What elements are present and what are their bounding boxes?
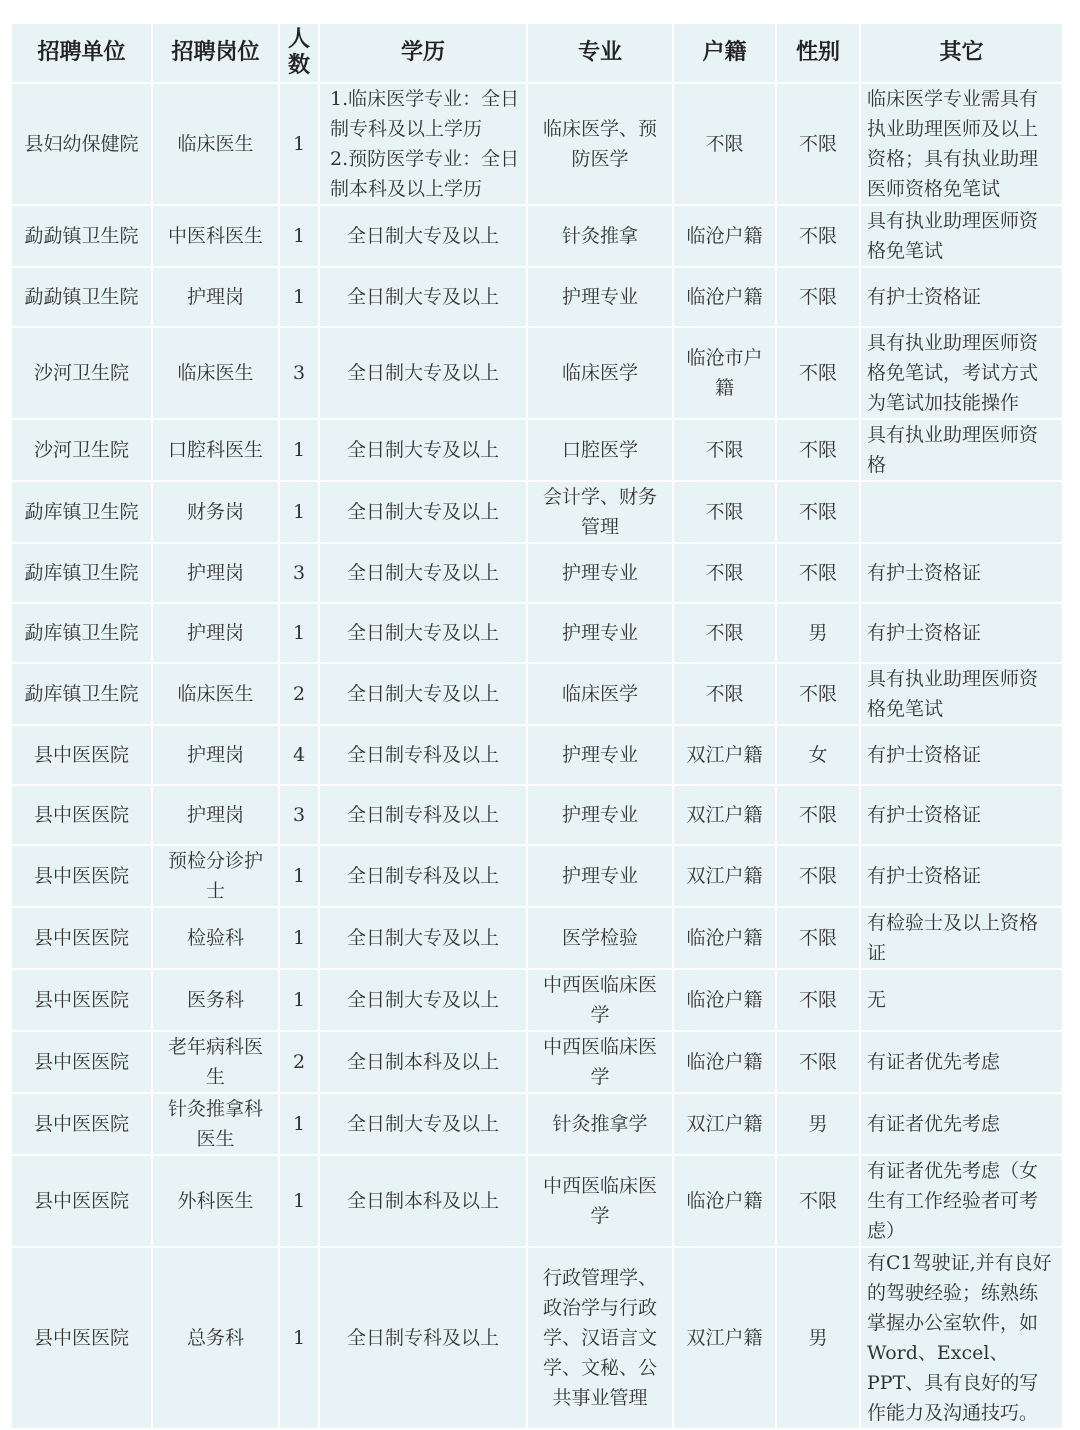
cell-unit: 县中医医院 bbox=[12, 1094, 153, 1156]
cell-position: 护理岗 bbox=[153, 726, 280, 786]
cell-other: 有护士资格证 bbox=[861, 786, 1064, 846]
cell-hukou: 临沧户籍 bbox=[674, 1032, 777, 1094]
table-row bbox=[12, 1032, 1064, 1094]
cell-hukou: 不限 bbox=[674, 420, 777, 482]
header-position: 招聘岗位 bbox=[153, 24, 280, 84]
cell-major: 针灸推拿学 bbox=[528, 1094, 674, 1156]
cell-major: 护理专业 bbox=[528, 846, 674, 908]
cell-count: 1 bbox=[280, 970, 320, 1032]
cell-hukou: 不限 bbox=[674, 604, 777, 664]
cell-hukou: 临沧户籍 bbox=[674, 908, 777, 970]
cell-position: 检验科 bbox=[153, 908, 280, 970]
recruitment-table-container bbox=[12, 24, 1064, 1430]
table-row bbox=[12, 482, 1064, 544]
cell-position: 外科医生 bbox=[153, 1156, 280, 1248]
cell-count: 1 bbox=[280, 908, 320, 970]
cell-gender: 男 bbox=[777, 1094, 861, 1156]
cell-count: 1 bbox=[280, 1156, 320, 1248]
cell-hukou: 临沧户籍 bbox=[674, 268, 777, 328]
cell-position: 护理岗 bbox=[153, 268, 280, 328]
cell-other: 具有执业助理医师资格免笔试 bbox=[861, 206, 1064, 268]
cell-hukou: 临沧户籍 bbox=[674, 1156, 777, 1248]
cell-major: 行政管理学、政治学与行政学、汉语言文学、文秘、公共事业管理 bbox=[528, 1248, 674, 1430]
cell-education: 全日制大专及以上 bbox=[320, 908, 528, 970]
cell-other: 有证者优先考虑 bbox=[861, 1032, 1064, 1094]
cell-gender: 不限 bbox=[777, 664, 861, 726]
cell-unit: 勐勐镇卫生院 bbox=[12, 268, 153, 328]
cell-count: 1 bbox=[280, 420, 320, 482]
cell-other: 具有执业助理医师资格 bbox=[861, 420, 1064, 482]
cell-position: 预检分诊护士 bbox=[153, 846, 280, 908]
cell-education: 全日制大专及以上 bbox=[320, 1094, 528, 1156]
table-row bbox=[12, 328, 1064, 420]
cell-major: 中西医临床医学 bbox=[528, 970, 674, 1032]
table-row bbox=[12, 604, 1064, 664]
table-row bbox=[12, 786, 1064, 846]
cell-other: 有检验士及以上资格证 bbox=[861, 908, 1064, 970]
cell-count: 1 bbox=[280, 846, 320, 908]
cell-education: 全日制大专及以上 bbox=[320, 268, 528, 328]
cell-education: 全日制大专及以上 bbox=[320, 328, 528, 420]
cell-hukou: 不限 bbox=[674, 664, 777, 726]
cell-gender: 男 bbox=[777, 1248, 861, 1430]
cell-hukou: 临沧户籍 bbox=[674, 970, 777, 1032]
header-gender: 性别 bbox=[777, 24, 861, 84]
cell-count: 2 bbox=[280, 1032, 320, 1094]
table-row bbox=[12, 726, 1064, 786]
cell-gender: 不限 bbox=[777, 846, 861, 908]
cell-count: 1 bbox=[280, 206, 320, 268]
table-row bbox=[12, 664, 1064, 726]
cell-position: 针灸推拿科医生 bbox=[153, 1094, 280, 1156]
cell-gender: 不限 bbox=[777, 970, 861, 1032]
cell-major: 护理专业 bbox=[528, 604, 674, 664]
cell-other: 有证者优先考虑（女生有工作经验者可考虑） bbox=[861, 1156, 1064, 1248]
cell-education: 全日制专科及以上 bbox=[320, 786, 528, 846]
cell-unit: 县中医医院 bbox=[12, 786, 153, 846]
cell-education: 全日制大专及以上 bbox=[320, 482, 528, 544]
recruitment-table bbox=[12, 24, 1064, 1430]
cell-major: 临床医学 bbox=[528, 328, 674, 420]
cell-count: 1 bbox=[280, 1248, 320, 1430]
cell-unit: 县中医医院 bbox=[12, 726, 153, 786]
cell-other: 有护士资格证 bbox=[861, 268, 1064, 328]
table-row bbox=[12, 420, 1064, 482]
cell-hukou: 不限 bbox=[674, 482, 777, 544]
cell-count: 1 bbox=[280, 268, 320, 328]
cell-education: 全日制大专及以上 bbox=[320, 544, 528, 604]
cell-hukou: 临沧市户籍 bbox=[674, 328, 777, 420]
header-education: 学历 bbox=[320, 24, 528, 84]
cell-position: 医务科 bbox=[153, 970, 280, 1032]
cell-gender: 女 bbox=[777, 726, 861, 786]
cell-unit: 县妇幼保健院 bbox=[12, 84, 153, 206]
cell-other: 有证者优先考虑 bbox=[861, 1094, 1064, 1156]
cell-education: 全日制专科及以上 bbox=[320, 846, 528, 908]
cell-position: 临床医生 bbox=[153, 664, 280, 726]
cell-other: 有护士资格证 bbox=[861, 604, 1064, 664]
cell-major: 护理专业 bbox=[528, 786, 674, 846]
cell-gender: 男 bbox=[777, 604, 861, 664]
table-row bbox=[12, 544, 1064, 604]
cell-major: 临床医学 bbox=[528, 664, 674, 726]
table-row bbox=[12, 1094, 1064, 1156]
cell-hukou: 不限 bbox=[674, 544, 777, 604]
table-row bbox=[12, 846, 1064, 908]
header-count: 人数 bbox=[280, 24, 320, 84]
cell-position: 护理岗 bbox=[153, 544, 280, 604]
cell-count: 1 bbox=[280, 604, 320, 664]
cell-education: 全日制本科及以上 bbox=[320, 1156, 528, 1248]
cell-education: 全日制大专及以上 bbox=[320, 604, 528, 664]
cell-education: 全日制大专及以上 bbox=[320, 970, 528, 1032]
cell-unit: 勐库镇卫生院 bbox=[12, 664, 153, 726]
cell-education: 全日制专科及以上 bbox=[320, 1248, 528, 1430]
cell-unit: 县中医医院 bbox=[12, 1248, 153, 1430]
cell-position: 口腔科医生 bbox=[153, 420, 280, 482]
cell-other: 具有执业助理医师资格免笔试，考试方式为笔试加技能操作 bbox=[861, 328, 1064, 420]
cell-count: 3 bbox=[280, 328, 320, 420]
cell-position: 总务科 bbox=[153, 1248, 280, 1430]
cell-unit: 县中医医院 bbox=[12, 1032, 153, 1094]
table-row bbox=[12, 84, 1064, 206]
table-row bbox=[12, 1156, 1064, 1248]
cell-position: 财务岗 bbox=[153, 482, 280, 544]
cell-count: 1 bbox=[280, 1094, 320, 1156]
cell-hukou: 不限 bbox=[674, 84, 777, 206]
table-row bbox=[12, 1248, 1064, 1430]
cell-position: 中医科医生 bbox=[153, 206, 280, 268]
cell-major: 护理专业 bbox=[528, 544, 674, 604]
cell-position: 临床医生 bbox=[153, 328, 280, 420]
cell-gender: 不限 bbox=[777, 206, 861, 268]
cell-unit: 勐库镇卫生院 bbox=[12, 544, 153, 604]
cell-unit: 县中医医院 bbox=[12, 846, 153, 908]
table-row bbox=[12, 268, 1064, 328]
cell-major: 护理专业 bbox=[528, 268, 674, 328]
cell-major: 医学检验 bbox=[528, 908, 674, 970]
cell-hukou: 双江户籍 bbox=[674, 726, 777, 786]
cell-other: 有护士资格证 bbox=[861, 726, 1064, 786]
header-major: 专业 bbox=[528, 24, 674, 84]
cell-other: 有C1驾驶证,并有良好的驾驶经验；练熟练掌握办公室软件，如Word、Excel、PPT、具有良好的写作能力及沟通技巧。 bbox=[861, 1248, 1064, 1430]
cell-unit: 勐勐镇卫生院 bbox=[12, 206, 153, 268]
cell-education: 全日制大专及以上 bbox=[320, 206, 528, 268]
cell-position: 护理岗 bbox=[153, 604, 280, 664]
header-hukou: 户籍 bbox=[674, 24, 777, 84]
cell-education: 1.临床医学专业：全日制专科及以上学历 2.预防医学专业：全日制本科及以上学历 bbox=[320, 84, 528, 206]
cell-education: 全日制本科及以上 bbox=[320, 1032, 528, 1094]
table-row bbox=[12, 908, 1064, 970]
cell-position: 老年病科医生 bbox=[153, 1032, 280, 1094]
table-body bbox=[12, 84, 1064, 1430]
cell-other: 具有执业助理医师资格免笔试 bbox=[861, 664, 1064, 726]
cell-other: 有护士资格证 bbox=[861, 846, 1064, 908]
cell-unit: 县中医医院 bbox=[12, 1156, 153, 1248]
cell-count: 3 bbox=[280, 786, 320, 846]
cell-major: 会计学、财务管理 bbox=[528, 482, 674, 544]
table-row bbox=[12, 970, 1064, 1032]
cell-gender: 不限 bbox=[777, 420, 861, 482]
cell-education: 全日制专科及以上 bbox=[320, 726, 528, 786]
cell-gender: 不限 bbox=[777, 908, 861, 970]
cell-major: 临床医学、预防医学 bbox=[528, 84, 674, 206]
cell-education: 全日制大专及以上 bbox=[320, 664, 528, 726]
cell-gender: 不限 bbox=[777, 268, 861, 328]
cell-unit: 沙河卫生院 bbox=[12, 420, 153, 482]
cell-count: 3 bbox=[280, 544, 320, 604]
cell-count: 1 bbox=[280, 482, 320, 544]
cell-other: 临床医学专业需具有执业助理医师及以上资格；具有执业助理医师资格免笔试 bbox=[861, 84, 1064, 206]
cell-hukou: 双江户籍 bbox=[674, 1094, 777, 1156]
cell-unit: 沙河卫生院 bbox=[12, 328, 153, 420]
cell-hukou: 双江户籍 bbox=[674, 1248, 777, 1430]
cell-gender: 不限 bbox=[777, 1156, 861, 1248]
cell-hukou: 双江户籍 bbox=[674, 786, 777, 846]
cell-position: 护理岗 bbox=[153, 786, 280, 846]
cell-unit: 勐库镇卫生院 bbox=[12, 604, 153, 664]
header-unit: 招聘单位 bbox=[12, 24, 153, 84]
cell-gender: 不限 bbox=[777, 328, 861, 420]
cell-unit: 县中医医院 bbox=[12, 970, 153, 1032]
cell-unit: 勐库镇卫生院 bbox=[12, 482, 153, 544]
cell-gender: 不限 bbox=[777, 786, 861, 846]
cell-gender: 不限 bbox=[777, 544, 861, 604]
cell-education: 全日制大专及以上 bbox=[320, 420, 528, 482]
cell-major: 口腔医学 bbox=[528, 420, 674, 482]
cell-major: 针灸推拿 bbox=[528, 206, 674, 268]
cell-count: 1 bbox=[280, 84, 320, 206]
header-other: 其它 bbox=[861, 24, 1064, 84]
cell-major: 护理专业 bbox=[528, 726, 674, 786]
cell-position: 临床医生 bbox=[153, 84, 280, 206]
cell-major: 中西医临床医学 bbox=[528, 1032, 674, 1094]
cell-count: 4 bbox=[280, 726, 320, 786]
table-row bbox=[12, 206, 1064, 268]
header-row bbox=[12, 24, 1064, 84]
cell-gender: 不限 bbox=[777, 1032, 861, 1094]
cell-other bbox=[861, 482, 1064, 544]
cell-other: 无 bbox=[861, 970, 1064, 1032]
cell-hukou: 临沧户籍 bbox=[674, 206, 777, 268]
cell-gender: 不限 bbox=[777, 84, 861, 206]
cell-unit: 县中医医院 bbox=[12, 908, 153, 970]
cell-count: 2 bbox=[280, 664, 320, 726]
cell-major: 中西医临床医学 bbox=[528, 1156, 674, 1248]
cell-hukou: 双江户籍 bbox=[674, 846, 777, 908]
cell-gender: 不限 bbox=[777, 482, 861, 544]
cell-other: 有护士资格证 bbox=[861, 544, 1064, 604]
